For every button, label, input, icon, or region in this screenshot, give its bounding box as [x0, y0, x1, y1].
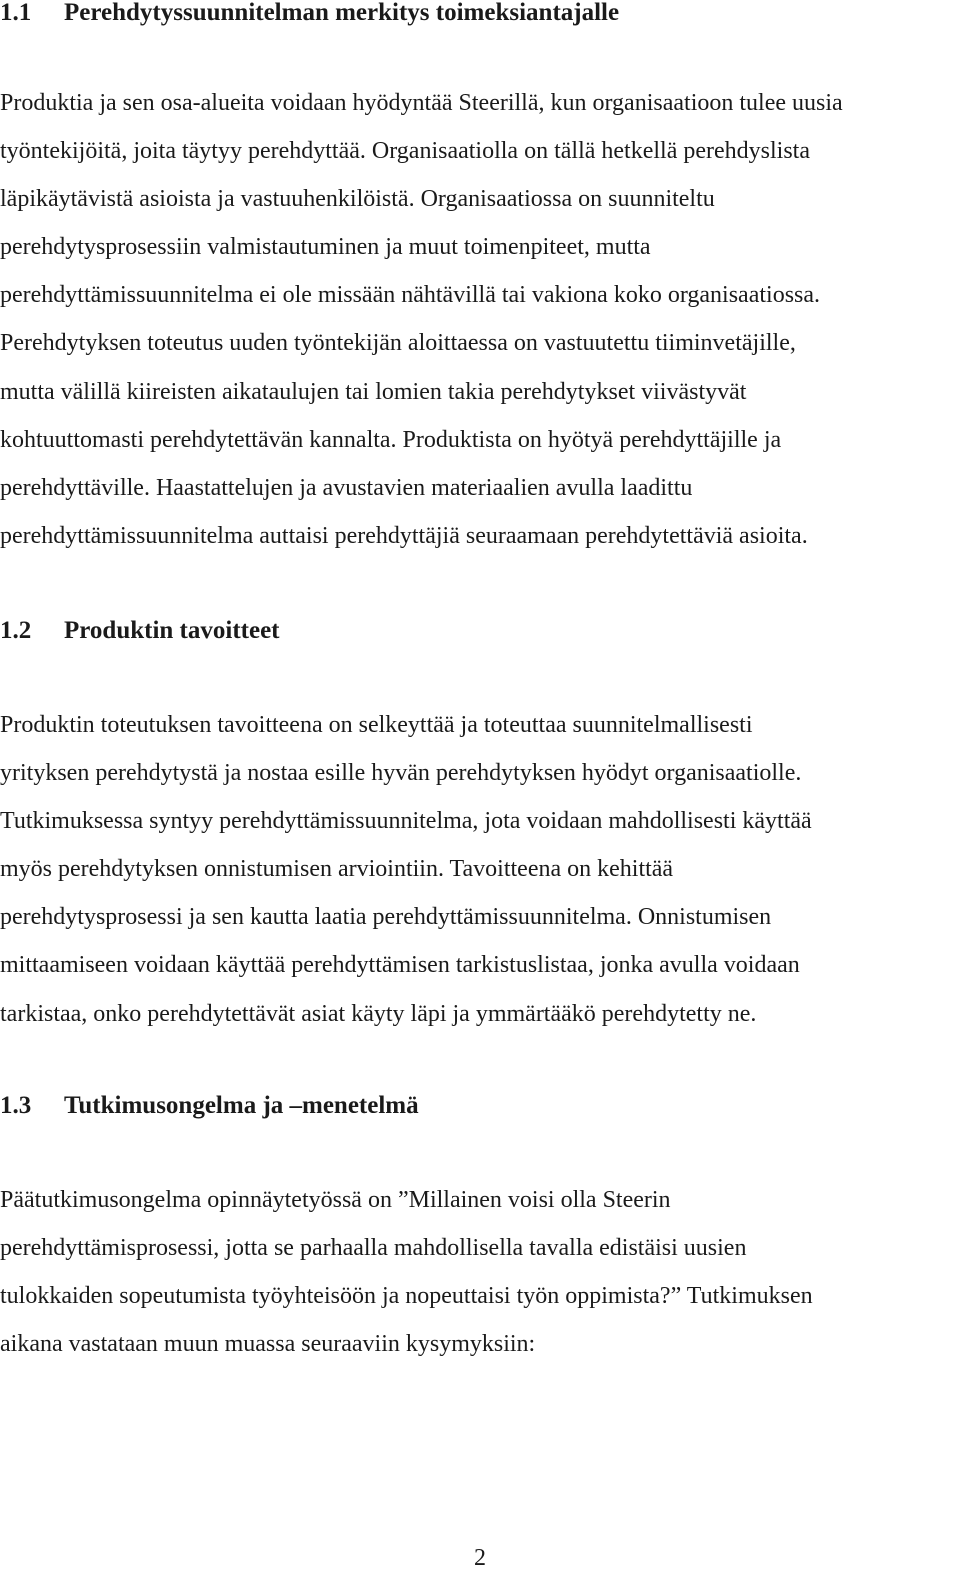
text-line: perehdyttäville. Haastattelujen ja avustavien materiaalien avulla laadittu: [0, 474, 693, 501]
text-line: läpikäytävistä asioista ja vastuuhenkilöistä. Organisaatiossa on suunniteltu: [0, 186, 715, 213]
section-heading-1-2: [0, 616, 280, 646]
text-line: työntekijöitä, joita täytyy perehdyttää. Organisaatiolla on tällä hetkellä perehdyslista: [0, 138, 810, 165]
text-line: kohtuuttomasti perehdytettävän kannalta. Produktista on hyötyä perehdyttäjille ja: [0, 426, 782, 453]
text-line: perehdyttämissuunnitelma ei ole missään nähtävillä tai vakiona koko organisaatiossa.: [0, 282, 821, 309]
text-line: perehdytysprosessi ja sen kautta laatia perehdyttämissuunnitelma. Onnistumisen: [0, 904, 772, 931]
text-line: perehdyttämissuunnitelma auttaisi perehdyttäjiä seuraamaan perehdytettäviä asioita.: [0, 522, 808, 549]
section-1-3-paragraph: [0, 1176, 948, 1368]
section-1-2-paragraph: [0, 701, 948, 1038]
text-line: yrityksen perehdytystä ja nostaa esille hyvän perehdytyksen hyödyt organisaatiolle.: [0, 760, 802, 787]
text-line: Perehdytyksen toteutus uuden työntekijän aloittaessa on vastuutettu tiiminvetäjille,: [0, 330, 796, 357]
text-line: perehdyttämisprosessi, jotta se parhaalla mahdollisella tavalla edistäisi uusien: [0, 1235, 747, 1262]
text-line: tulokkaiden sopeutumista työyhteisöön ja nopeuttaisi työn oppimista?” Tutkimuksen: [0, 1283, 813, 1310]
text-line: aikana vastataan muun muassa seuraaviin kysymyksiin:: [0, 1331, 536, 1358]
text-line: myös perehdytyksen onnistumisen arviointiin. Tavoitteena on kehittää: [0, 856, 674, 883]
text-line: Tutkimuksessa syntyy perehdyttämissuunnitelma, jota voidaan mahdollisesti käyttää: [0, 808, 812, 835]
section-title: Produktin tavoitteet: [64, 617, 280, 644]
text-line: Produktin toteutuksen tavoitteena on selkeyttää ja toteuttaa suunnitelmallisesti: [0, 712, 753, 738]
page-number: 2: [474, 1545, 486, 1571]
text-line: Päätutkimusongelma opinnäytetyössä on ”Millainen voisi olla Steerin: [0, 1187, 671, 1213]
section-number: 1.2: [0, 617, 32, 644]
text-line: perehdytysprosessiin valmistautuminen ja muut toimenpiteet, mutta: [0, 234, 651, 261]
section-number: 1.1: [0, 0, 32, 26]
section-1-1-paragraph: [0, 79, 948, 560]
text-line: mittaamiseen voidaan käyttää perehdyttämisen tarkistuslistaa, jonka avulla voidaan: [0, 952, 800, 979]
section-heading-1-1: [0, 0, 619, 28]
section-title: Tutkimusongelma ja –menetelmä: [64, 1092, 419, 1119]
text-line: mutta välillä kiireisten aikataulujen tai lomien takia perehdytykset viivästyvät: [0, 378, 747, 405]
text-line: tarkistaa, onko perehdytettävät asiat käyty läpi ja ymmärtääkö perehdytetty ne.: [0, 1000, 757, 1027]
section-number: 1.3: [0, 1092, 32, 1119]
section-title: Perehdytyssuunnitelman merkitys toimeksiantajalle: [64, 0, 620, 26]
section-heading-1-3: [0, 1091, 419, 1121]
text-line: Produktia ja sen osa-alueita voidaan hyödyntää Steerillä, kun organisaatioon tulee uusia: [0, 90, 843, 116]
